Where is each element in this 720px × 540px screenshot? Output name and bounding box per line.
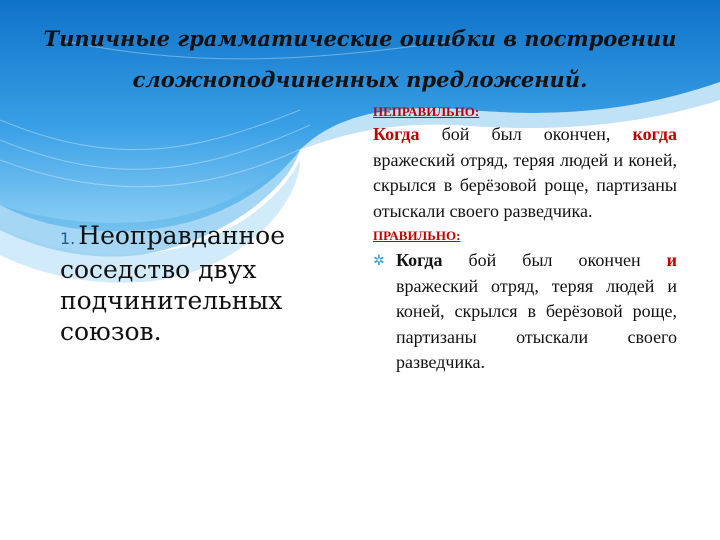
wrong-example bbox=[373, 122, 677, 224]
wrong-text-1: бой был окончен, bbox=[419, 124, 633, 144]
snowflake-bullet-icon: ✲ bbox=[373, 253, 385, 269]
right-text-2: вражеский отряд, теряя людей и коней, скрылся в берёзовой роще, партизаны отыскали своего разведчика. bbox=[396, 275, 677, 372]
wrong-label: НЕПРАВИЛЬНО: bbox=[373, 104, 480, 119]
right-example bbox=[396, 248, 677, 376]
wrong-conjunction-2: когда bbox=[632, 124, 677, 144]
right-conjunction-1: Когда bbox=[396, 250, 443, 270]
examples-column bbox=[373, 102, 677, 376]
right-example-item bbox=[373, 248, 677, 376]
item-text: Неоправданное соседство двух подчинительных союзов. bbox=[60, 221, 286, 346]
right-conjunction-2: и bbox=[666, 250, 677, 270]
wrong-text-2: вражеский отряд, теряя людей и коней, скрылся в берёзовой роще, партизаны отыскали своего разведчика. bbox=[373, 149, 677, 221]
left-numbered-item bbox=[60, 220, 305, 347]
item-number: 1. bbox=[60, 229, 76, 248]
right-label: ПРАВИЛЬНО: bbox=[373, 228, 461, 243]
right-text-1: бой был окончен bbox=[442, 250, 667, 270]
slide-title: Типичные грамматические ошибки в построении сложноподчиненных предложений. bbox=[43, 26, 677, 92]
wrong-conjunction-1: Когда bbox=[373, 124, 420, 144]
